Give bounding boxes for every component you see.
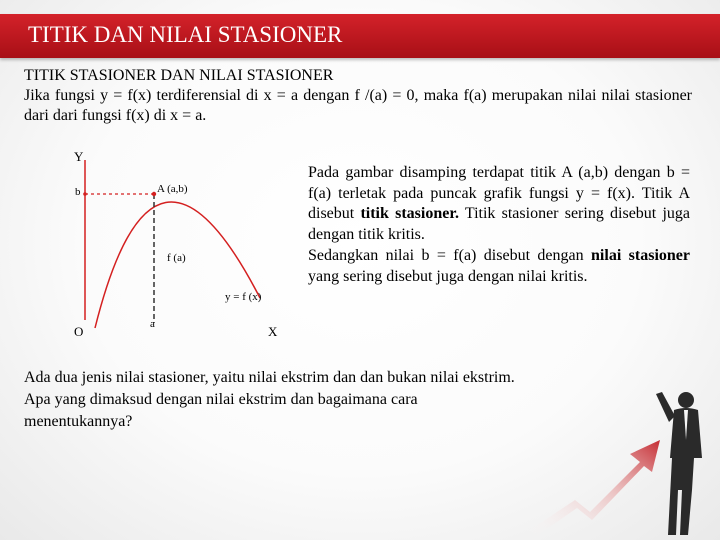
point-A-label: A (a,b) <box>157 183 188 195</box>
a-label: a <box>150 318 155 330</box>
origin-label: O <box>74 324 84 339</box>
b-marker <box>83 192 87 196</box>
stationary-point-graph <box>60 148 300 348</box>
intro-section <box>24 66 692 126</box>
b-label: b <box>75 186 81 198</box>
bottom-line-3: menentukannya? <box>24 413 133 430</box>
point-A-marker <box>152 192 156 196</box>
explanation-paragraph <box>308 163 690 287</box>
intro-heading: TITIK STASIONER DAN NILAI STASIONER <box>24 67 334 84</box>
fa-label: f (a) <box>167 252 186 264</box>
explanation-text-2b: yang sering disebut juga dengan nilai kritis. <box>308 267 588 285</box>
slide-title: TITIK DAN NILAI STASIONER <box>28 22 343 47</box>
explanation-text-1b: Titik stasioner sering disebut juga dengan titik kritis. <box>308 205 691 244</box>
stationary-point-term: titik stasioner. <box>360 205 459 223</box>
explanation-text-1a: Pada gambar disamping terdapat titik A (a,b) dengan b = f(a) terletak pada puncak grafik fungsi y = f(x). Titik A disebut <box>308 164 690 223</box>
graph-canvas <box>60 148 300 348</box>
x-axis-label: X <box>268 324 278 339</box>
stationary-value-term: nilai stasioner <box>591 246 691 264</box>
function-curve <box>95 202 260 328</box>
definition-text: Jika fungsi y = f(x) terdiferensial di x = a dengan f /(a) = 0, maka f(a) merupakan nilai nilai stasioner dari dari fungsi f(x) di x = a. <box>24 87 692 124</box>
rising-arrow-businessman-illustration <box>520 380 720 540</box>
curve-label: y = f (x) <box>225 291 262 303</box>
explanation-text-2a: Sedangkan nilai b = f(a) disebut dengan <box>308 246 592 264</box>
title-bar <box>0 14 720 58</box>
bottom-line-1: Ada dua jenis nilai stasioner, yaitu nilai ekstrim dan dan bukan nilai ekstrim. <box>24 369 515 386</box>
y-axis-label: Y <box>74 149 84 164</box>
bottom-line-2: Apa yang dimaksud dengan nilai ekstrim dan bagaimana cara <box>24 391 418 408</box>
